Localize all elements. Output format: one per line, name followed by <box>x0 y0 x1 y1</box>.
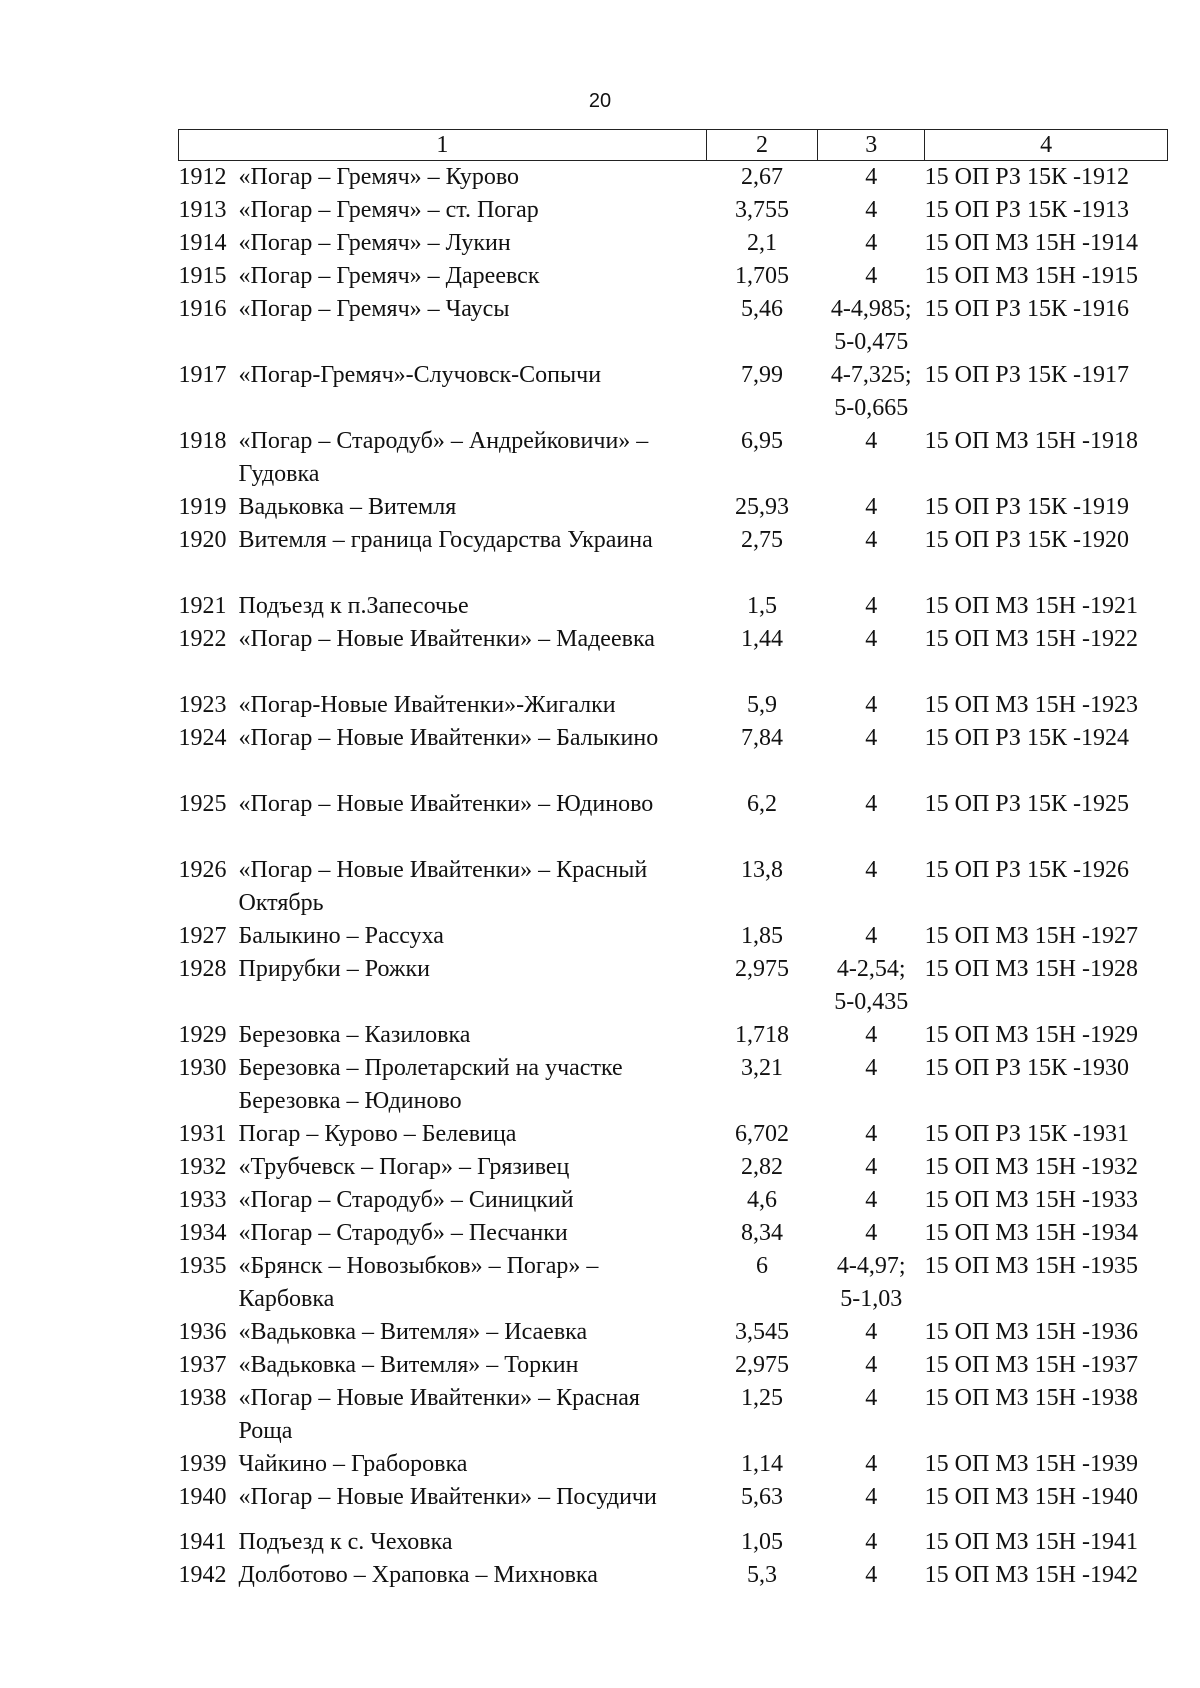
road-code: 15 ОП РЗ 15К -1913 <box>924 197 1129 223</box>
road-code: 15 ОП МЗ 15Н -1932 <box>924 1154 1138 1180</box>
road-length: 5,63 <box>741 1484 783 1510</box>
road-code: 15 ОП МЗ 15Н -1914 <box>924 230 1138 256</box>
road-category <box>818 260 925 293</box>
table-row <box>179 1151 1168 1184</box>
table-row <box>179 953 1168 1019</box>
road-length: 13,8 <box>741 857 783 883</box>
road-category <box>818 722 925 788</box>
category-line: 5-1,03 <box>840 1286 903 1312</box>
row-number: 1939 <box>178 1451 227 1477</box>
category-line: 4 <box>865 527 878 553</box>
road-name: Березовка – Пролетарский на участке Березовка – Юдиново <box>238 1055 623 1114</box>
road-code: 15 ОП МЗ 15Н -1927 <box>924 923 1138 949</box>
row-number: 1921 <box>178 593 227 619</box>
category-line: 4 <box>865 1022 878 1048</box>
road-code: 15 ОП МЗ 15Н -1921 <box>924 593 1138 619</box>
road-name-cell <box>179 1481 707 1526</box>
road-code: 15 ОП РЗ 15К -1920 <box>924 527 1129 553</box>
row-number: 1933 <box>178 1187 227 1213</box>
road-name: «Погар – Гремяч» – Чаусы <box>238 296 510 322</box>
row-number: 1929 <box>178 1022 227 1048</box>
category-line: 4 <box>865 1055 878 1081</box>
road-name: Долботово – Храповка – Михновка <box>238 1562 598 1588</box>
road-code: 15 ОП МЗ 15Н -1939 <box>924 1451 1138 1477</box>
road-length: 5,9 <box>747 692 777 718</box>
category-line: 4 <box>865 428 878 454</box>
category-line: 4 <box>865 494 878 520</box>
category-line: 4 <box>865 1154 878 1180</box>
road-code: 15 ОП РЗ 15К -1931 <box>924 1121 1129 1147</box>
road-length: 2,75 <box>741 527 783 553</box>
road-name-cell <box>179 1559 707 1592</box>
road-category <box>818 1019 925 1052</box>
road-name: «Погар – Стародуб» – Синицкий <box>238 1187 574 1213</box>
row-number: 1917 <box>178 362 227 388</box>
road-name-cell <box>179 1526 707 1559</box>
road-code: 15 ОП МЗ 15Н -1938 <box>924 1385 1138 1411</box>
table-row <box>179 194 1168 227</box>
row-number: 1918 <box>178 428 227 454</box>
road-code: 15 ОП МЗ 15Н -1915 <box>924 263 1138 289</box>
road-length: 5,46 <box>741 296 783 322</box>
road-category <box>818 1559 925 1592</box>
row-number: 1926 <box>178 857 227 883</box>
category-line: 4 <box>865 1484 878 1510</box>
road-name: «Погар – Новые Ивайтенки» – Красная Роща <box>238 1385 640 1444</box>
row-number: 1923 <box>178 692 227 718</box>
row-number: 1915 <box>178 263 227 289</box>
road-name-cell <box>179 260 707 293</box>
row-number: 1919 <box>178 494 227 520</box>
table-row <box>179 293 1168 359</box>
road-length: 25,93 <box>735 494 789 520</box>
row-number: 1940 <box>178 1484 227 1510</box>
table-row <box>179 359 1168 425</box>
road-code: 15 ОП РЗ 15К -1924 <box>924 725 1129 751</box>
road-length: 2,82 <box>741 1154 783 1180</box>
road-category <box>818 1151 925 1184</box>
road-length: 8,34 <box>741 1220 783 1246</box>
road-category <box>818 920 925 953</box>
road-length: 1,25 <box>741 1385 783 1411</box>
category-line: 4 <box>865 626 878 652</box>
road-length: 5,3 <box>747 1562 777 1588</box>
row-number: 1913 <box>178 197 227 223</box>
road-length: 2,975 <box>735 956 789 982</box>
table-row <box>179 689 1168 722</box>
category-line: 5-0,475 <box>834 329 909 355</box>
road-name: «Погар – Гремяч» – ст. Погар <box>238 197 539 223</box>
road-name: Витемля – граница Государства Украина <box>238 527 653 553</box>
row-number: 1922 <box>178 626 227 652</box>
road-code: 15 ОП МЗ 15Н -1929 <box>924 1022 1138 1048</box>
road-name-cell <box>179 194 707 227</box>
road-code: 15 ОП МЗ 15Н -1937 <box>924 1352 1138 1378</box>
road-category <box>818 359 925 425</box>
table-row <box>179 524 1168 590</box>
table-row <box>179 1217 1168 1250</box>
table-row <box>179 260 1168 293</box>
road-length: 2,67 <box>741 164 783 190</box>
road-code: 15 ОП МЗ 15Н -1934 <box>924 1220 1138 1246</box>
road-name: «Погар – Гремяч» – Лукин <box>238 230 511 256</box>
road-name: Подъезд к п.Запесочье <box>238 593 469 619</box>
road-name: Подъезд к с. Чеховка <box>238 1529 453 1555</box>
road-category <box>818 1217 925 1250</box>
road-name-cell <box>179 623 707 689</box>
table-row <box>179 854 1168 920</box>
table-row <box>179 1250 1168 1316</box>
road-category <box>818 1382 925 1448</box>
road-name: «Погар-Новые Ивайтенки»-Жигалки <box>238 692 616 718</box>
road-name: «Погар – Новые Ивайтенки» – Мадеевка <box>238 626 655 652</box>
road-length: 1,5 <box>747 593 777 619</box>
table-row <box>179 227 1168 260</box>
table-row <box>179 1448 1168 1481</box>
road-name: «Вадьковка – Витемля» – Торкин <box>238 1352 579 1378</box>
table-row <box>179 1349 1168 1382</box>
table-row <box>179 1118 1168 1151</box>
row-number: 1927 <box>178 923 227 949</box>
table-header-row <box>179 130 1168 161</box>
table-row <box>179 920 1168 953</box>
category-line: 4-4,97; <box>836 1253 906 1279</box>
table-row <box>179 788 1168 854</box>
row-number: 1914 <box>178 230 227 256</box>
category-line: 4 <box>865 593 878 619</box>
row-number: 1932 <box>178 1154 227 1180</box>
road-length: 3,545 <box>735 1319 789 1345</box>
road-category <box>818 1052 925 1118</box>
road-name-cell <box>179 722 707 788</box>
road-category <box>818 623 925 689</box>
road-name: «Погар – Гремяч» – Курово <box>238 164 520 190</box>
table-row <box>179 1481 1168 1526</box>
road-name: «Погар – Новые Ивайтенки» – Балыкино <box>238 725 659 751</box>
row-number: 1931 <box>178 1121 227 1147</box>
column-header-1: 1 <box>179 130 707 161</box>
row-number: 1935 <box>178 1253 227 1279</box>
row-number: 1937 <box>178 1352 227 1378</box>
road-category <box>818 194 925 227</box>
road-name: Погар – Курово – Белевица <box>238 1121 517 1147</box>
road-category <box>818 1250 925 1316</box>
category-line: 4 <box>865 1121 878 1147</box>
road-name-cell <box>179 1052 707 1118</box>
road-name: Чайкино – Граборовка <box>238 1451 468 1477</box>
road-code: 15 ОП РЗ 15К -1926 <box>924 857 1129 883</box>
road-code: 15 ОП РЗ 15К -1917 <box>924 362 1129 388</box>
road-name-cell <box>179 1217 707 1250</box>
road-code: 15 ОП РЗ 15К -1916 <box>924 296 1129 322</box>
category-line: 4 <box>865 1451 878 1477</box>
road-category <box>818 293 925 359</box>
category-line: 5-0,665 <box>834 395 909 421</box>
road-name-cell <box>179 425 707 491</box>
category-line: 4 <box>865 197 878 223</box>
row-number: 1916 <box>178 296 227 322</box>
road-category <box>818 491 925 524</box>
table-row <box>179 491 1168 524</box>
row-number: 1925 <box>178 791 227 817</box>
road-name: «Погар – Новые Ивайтенки» – Посудичи <box>238 1484 657 1510</box>
table-row <box>179 1526 1168 1559</box>
category-line: 4 <box>865 1187 878 1213</box>
road-category <box>818 1184 925 1217</box>
road-code: 15 ОП РЗ 15К -1925 <box>924 791 1129 817</box>
road-length: 6 <box>756 1253 768 1279</box>
road-length: 6,2 <box>747 791 777 817</box>
road-name: «Погар-Гремяч»-Случовск-Сопычи <box>238 362 602 388</box>
road-length: 4,6 <box>747 1187 777 1213</box>
category-line: 4 <box>865 923 878 949</box>
road-name-cell <box>179 1382 707 1448</box>
table-row <box>179 425 1168 491</box>
category-line: 4 <box>865 263 878 289</box>
road-name-cell <box>179 227 707 260</box>
road-name: «Трубчевск – Погар» – Грязивец <box>238 1154 570 1180</box>
row-number: 1942 <box>178 1562 227 1588</box>
table-row <box>179 1184 1168 1217</box>
road-name-cell <box>179 1118 707 1151</box>
table-row <box>179 623 1168 689</box>
road-name: «Погар – Новые Ивайтенки» – Красный Октябрь <box>238 857 648 916</box>
category-line: 4 <box>865 692 878 718</box>
category-line: 4 <box>865 791 878 817</box>
road-name: «Погар – Гремяч» – Дареевск <box>238 263 540 289</box>
road-code: 15 ОП РЗ 15К -1919 <box>924 494 1129 520</box>
page-number: 20 <box>588 90 612 112</box>
road-category <box>818 1316 925 1349</box>
table-row <box>179 722 1168 788</box>
road-length: 1,44 <box>741 626 783 652</box>
road-name: «Брянск – Новозыбков» – Погар» – Карбовка <box>238 1253 599 1312</box>
road-name-cell <box>179 1019 707 1052</box>
road-name-cell <box>179 788 707 854</box>
road-name-cell <box>179 953 707 1019</box>
road-category <box>818 425 925 491</box>
road-length: 6,95 <box>741 428 783 454</box>
road-category <box>818 590 925 623</box>
table-row <box>179 1052 1168 1118</box>
table-row <box>179 1316 1168 1349</box>
road-name: Балыкино – Рассуха <box>238 923 444 949</box>
row-number: 1936 <box>178 1319 227 1345</box>
category-line: 4 <box>865 1319 878 1345</box>
category-line: 4-7,325; <box>830 362 912 388</box>
column-header-3: 3 <box>818 130 925 161</box>
road-name-cell <box>179 1316 707 1349</box>
road-name-cell <box>179 1151 707 1184</box>
road-name-cell <box>179 293 707 359</box>
road-length: 1,05 <box>741 1529 783 1555</box>
road-code: 15 ОП МЗ 15Н -1928 <box>924 956 1138 982</box>
category-line: 4 <box>865 857 878 883</box>
road-name-cell <box>179 854 707 920</box>
road-length: 1,718 <box>735 1022 789 1048</box>
road-code: 15 ОП МЗ 15Н -1941 <box>924 1529 1138 1555</box>
road-category <box>818 161 925 195</box>
road-category <box>818 1118 925 1151</box>
road-code: 15 ОП МЗ 15Н -1935 <box>924 1253 1138 1279</box>
road-name-cell <box>179 1448 707 1481</box>
road-name: «Погар – Стародуб» – Андрейковичи» – Гудовка <box>238 428 649 487</box>
road-category <box>818 524 925 590</box>
road-name-cell <box>179 1184 707 1217</box>
road-name-cell <box>179 920 707 953</box>
category-line: 4-2,54; <box>836 956 906 982</box>
road-length: 1,85 <box>741 923 783 949</box>
road-name: «Погар – Стародуб» – Песчанки <box>238 1220 568 1246</box>
row-number: 1920 <box>178 527 227 553</box>
road-length: 2,975 <box>735 1352 789 1378</box>
road-name-cell <box>179 689 707 722</box>
row-number: 1938 <box>178 1385 227 1411</box>
roads-table <box>178 129 1168 1592</box>
road-length: 2,1 <box>747 230 777 256</box>
road-category <box>818 1349 925 1382</box>
category-line: 4 <box>865 725 878 751</box>
category-line: 4 <box>865 1352 878 1378</box>
road-code: 15 ОП МЗ 15Н -1933 <box>924 1187 1138 1213</box>
road-code: 15 ОП МЗ 15Н -1918 <box>924 428 1138 454</box>
road-category <box>818 788 925 854</box>
table-row <box>179 1559 1168 1592</box>
category-line: 4 <box>865 230 878 256</box>
row-number: 1941 <box>178 1529 227 1555</box>
road-length: 3,21 <box>741 1055 783 1081</box>
road-name: Березовка – Казиловка <box>238 1022 471 1048</box>
category-line: 4 <box>865 1562 878 1588</box>
row-number: 1928 <box>178 956 227 982</box>
road-name: Вадьковка – Витемля <box>238 494 457 520</box>
road-length: 7,99 <box>741 362 783 388</box>
row-number: 1930 <box>178 1055 227 1081</box>
row-number: 1934 <box>178 1220 227 1246</box>
table-row <box>179 1019 1168 1052</box>
table-row <box>179 161 1168 195</box>
road-length: 3,755 <box>735 197 789 223</box>
road-name: Прирубки – Рожки <box>238 956 430 982</box>
road-name-cell <box>179 1349 707 1382</box>
table-row <box>179 1382 1168 1448</box>
road-category <box>818 953 925 1019</box>
road-category <box>818 1481 925 1526</box>
road-name: «Вадьковка – Витемля» – Исаевка <box>238 1319 588 1345</box>
road-code: 15 ОП РЗ 15К -1930 <box>924 1055 1129 1081</box>
road-length: 7,84 <box>741 725 783 751</box>
column-header-2: 2 <box>706 130 818 161</box>
road-name: «Погар – Новые Ивайтенки» – Юдиново <box>238 791 654 817</box>
road-code: 15 ОП РЗ 15К -1912 <box>924 164 1129 190</box>
road-code: 15 ОП МЗ 15Н -1923 <box>924 692 1138 718</box>
road-category <box>818 227 925 260</box>
road-code: 15 ОП МЗ 15Н -1936 <box>924 1319 1138 1345</box>
road-category <box>818 1448 925 1481</box>
table-body <box>179 161 1168 1593</box>
row-number: 1924 <box>178 725 227 751</box>
road-name-cell <box>179 161 707 195</box>
category-line: 4 <box>865 1529 878 1555</box>
category-line: 4-4,985; <box>830 296 912 322</box>
category-line: 5-0,435 <box>834 989 909 1015</box>
row-number: 1912 <box>178 164 227 190</box>
category-line: 4 <box>865 164 878 190</box>
road-name-cell <box>179 491 707 524</box>
road-name-cell <box>179 524 707 590</box>
road-category <box>818 854 925 920</box>
road-category <box>818 1526 925 1559</box>
category-line: 4 <box>865 1385 878 1411</box>
road-length: 6,702 <box>735 1121 789 1147</box>
category-line: 4 <box>865 1220 878 1246</box>
road-name-cell <box>179 1250 707 1316</box>
table-row <box>179 590 1168 623</box>
road-code: 15 ОП МЗ 15Н -1922 <box>924 626 1138 652</box>
road-name-cell <box>179 359 707 425</box>
road-length: 1,14 <box>741 1451 783 1477</box>
road-code: 15 ОП МЗ 15Н -1942 <box>924 1562 1138 1588</box>
road-category <box>818 689 925 722</box>
column-header-4: 4 <box>925 130 1168 161</box>
road-name-cell <box>179 590 707 623</box>
road-length: 1,705 <box>735 263 789 289</box>
road-code: 15 ОП МЗ 15Н -1940 <box>924 1484 1138 1510</box>
